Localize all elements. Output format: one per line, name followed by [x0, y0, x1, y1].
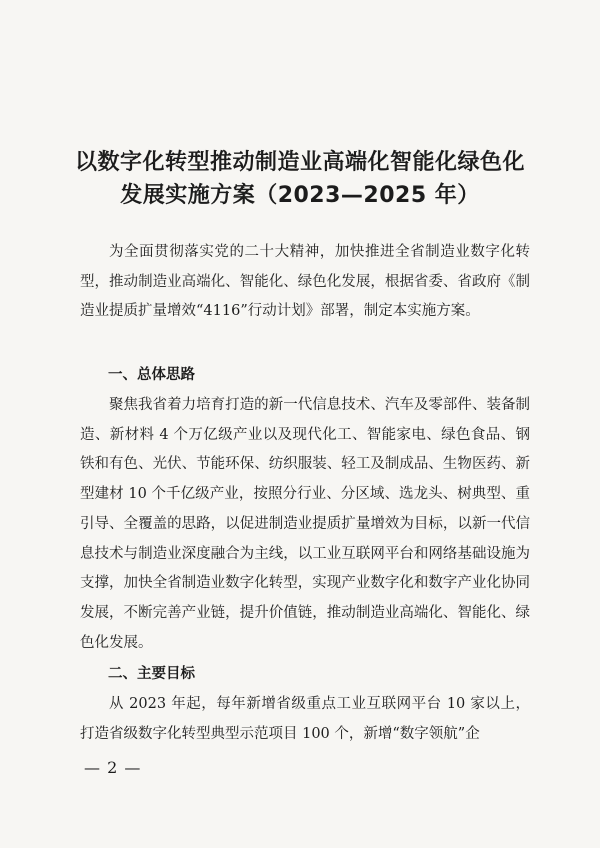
section-body-1: 聚焦我省着力培育打造的新一代信息技术、汽车及零部件、装备制造、新材料 4 个万亿级产业以及现代化工、智能家电、绿色食品、钢铁和有色、光伏、节能环保、纺织服装、轻工及制成品、生物医药、新型建材 10 个千亿级产业，按照分行业、分区域、选龙头、树典型、重引导、全覆盖的思路，以促进制造业提质扩量增效为目标，以新一代信息技术与制造业深度融合为主线，以工业互联网平台和网络基础设施为支撑，加快全省制造业数字化转型，实现产业数字化和数字产业化协同发展，不断完善产业链，提升价值链，推动制造业高端化、智能化、绿色化发展。 — [80, 397, 530, 651]
intro-paragraph: 为全面贯彻落实党的二十大精神，加快推进全省制造业数字化转型，推动制造业高端化、智能化、绿色化发展，根据省委、省政府《制造业提质扩量增效“4116”行动计划》部署，制定本实施方案。 — [80, 244, 530, 320]
section-heading-2: 二、主要目标 — [108, 666, 195, 682]
page-number: — 2 — — [84, 758, 142, 777]
section-body-2: 从 2023 年起，每年新增省级重点工业互联网平台 10 家以上，打造省级数字化转型典型示范项目 100 个，新增“数字领航”企 — [80, 696, 530, 742]
document-title-line-2: 发展实施方案（2023—2025 年） — [120, 183, 480, 208]
document-title-line-1: 以数字化转型推动制造业高端化智能化绿色化 — [74, 150, 525, 175]
section-heading-1: 一、总体思路 — [108, 367, 195, 383]
